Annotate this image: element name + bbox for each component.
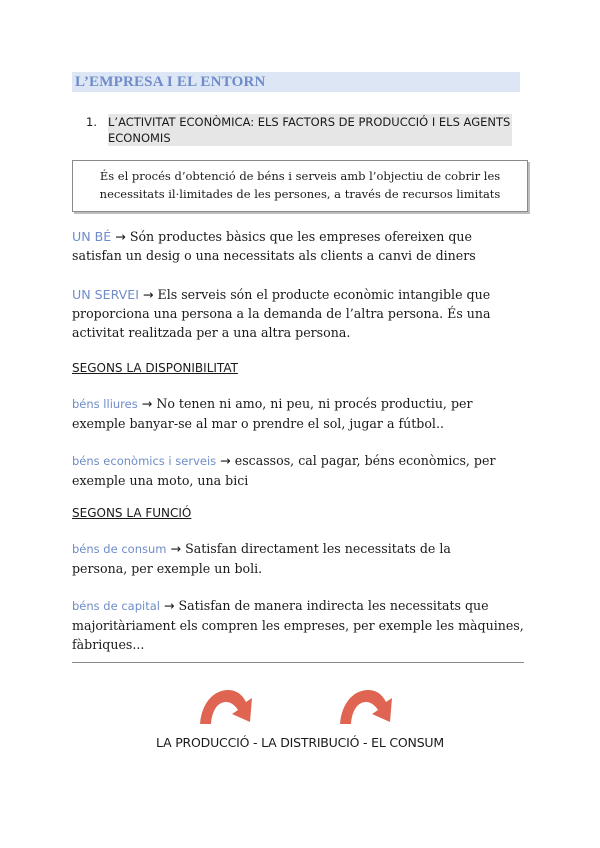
entry-consum-line-2: persona, per exemple un boli. <box>72 561 263 576</box>
section-heading-text: L’ACTIVITAT ECONÒMICA: ELS FACTORS DE PRODUCCIÓ I ELS AGENTS ECONOMIS <box>108 115 511 145</box>
entry-capital-line-3: fàbriques... <box>72 637 145 652</box>
entry-capital-line-2: majoritàriament els compren les empreses, per exemple les màquines, <box>72 618 524 633</box>
entry-be <box>72 227 534 265</box>
curved-arrow-icon <box>196 684 260 730</box>
definition-line-2: necessitats il·limitades de les persones, a través de recursos limitats <box>99 187 501 201</box>
arrow-icon: → <box>220 453 231 468</box>
entry-capital-line-1: Satisfan de manera indirecta les necessitats que <box>174 598 489 613</box>
entry-lliures-line-1: No tenen ni amo, ni peu, ni procés productiu, per <box>152 396 473 411</box>
definition-line-1: És el procés d’obtenció de béns i serveis amb l’objectiu de cobrir les <box>99 169 501 183</box>
heading-disponibilitat: SEGONS LA DISPONIBILITAT <box>72 361 238 375</box>
arrow-icon: → <box>142 287 154 302</box>
arrow-icon: → <box>115 229 126 244</box>
entry-economics-line-2: exemple una moto, una bici <box>72 473 249 488</box>
heading-funcio: SEGONS LA FUNCIÓ <box>72 506 192 520</box>
term-servei: UN SERVEI <box>72 287 139 302</box>
definition-box <box>72 160 528 212</box>
arrow-icon: → <box>141 396 153 411</box>
entry-consum-line-1: Satisfan directament les necessitats de la <box>181 541 451 556</box>
arrow-icon: → <box>163 598 175 613</box>
term-economics: béns econòmics i serveis <box>72 454 217 468</box>
page-title: L’EMPRESA I EL ENTORN <box>72 72 520 92</box>
entry-servei-line-1: Els serveis són el producte econòmic intangible que <box>153 287 491 302</box>
entry-be-line-1: Són productes bàsics que les empreses ofereixen que <box>125 229 472 244</box>
entry-consum <box>72 539 534 578</box>
entry-servei-line-3: activitat realitzada per a una altra persona. <box>72 325 351 340</box>
flow-label: LA PRODUCCIÓ - LA DISTRIBUCIÓ - EL CONSUM <box>156 735 444 750</box>
term-lliures: béns lliures <box>72 397 138 411</box>
entry-economics-line-1: escassos, cal pagar, béns econòmics, per <box>230 453 496 468</box>
entry-servei <box>72 285 534 342</box>
entry-economics <box>72 451 534 490</box>
entry-servei-line-2: proporciona una persona a la demanda de l’altra persona. És una <box>72 306 491 321</box>
entry-lliures <box>72 394 534 433</box>
term-be: UN BÉ <box>72 229 112 244</box>
term-capital: béns de capital <box>72 599 160 613</box>
arrow-icon: → <box>170 541 182 556</box>
section-number: 1. <box>86 115 97 129</box>
term-consum: béns de consum <box>72 542 167 556</box>
entry-lliures-line-2: exemple banyar-se al mar o prendre el sol, jugar a fútbol.. <box>72 416 444 431</box>
section-heading <box>86 112 526 148</box>
entry-be-line-2: satisfan un desig o una necessitats als clients a canvi de diners <box>72 248 476 263</box>
entry-capital <box>72 596 534 654</box>
divider <box>72 662 524 663</box>
curved-arrow-icon <box>336 684 400 730</box>
